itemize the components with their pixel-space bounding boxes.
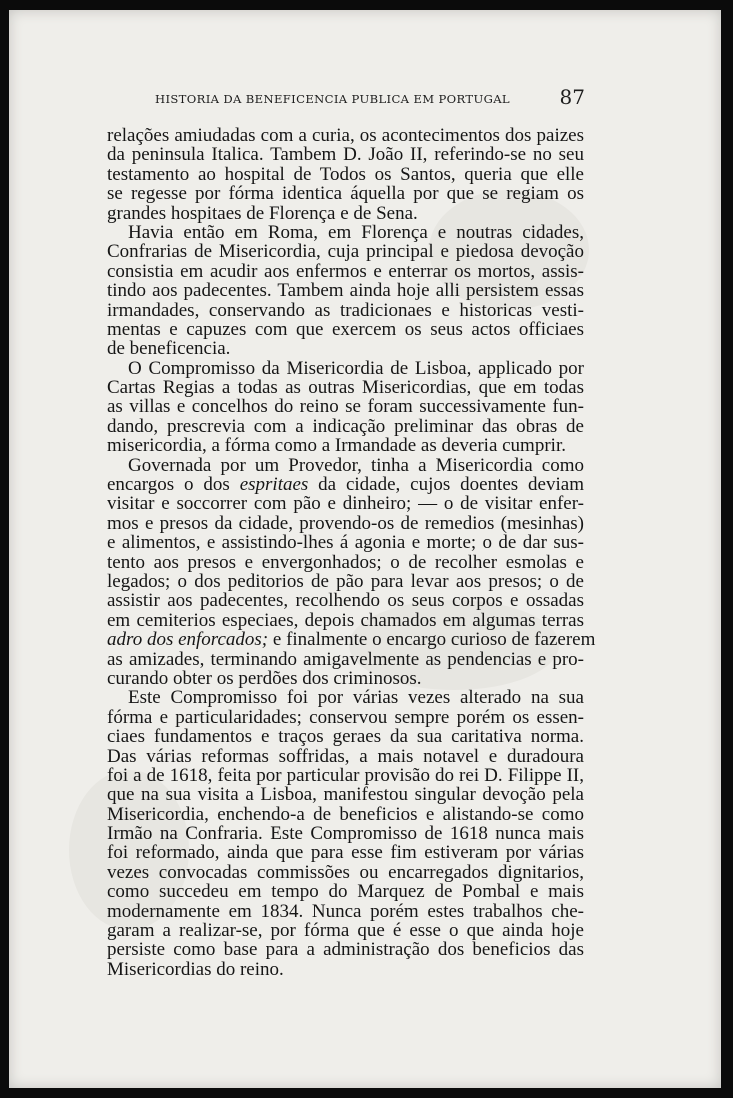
text-line: legados; o dos peditorios de pão para levar aos presos; o de	[107, 570, 584, 592]
text-line	[107, 629, 596, 651]
text-line: Este Compromisso foi por várias vezes alterado na sua	[128, 687, 584, 709]
text-line: persiste como base para a administração dos beneficios das	[107, 939, 584, 961]
text-line: garam a realizar-se, por fórma que é esse o que ainda hoje	[107, 920, 584, 942]
running-title: HISTORIA DA BENEFICENCIA PUBLICA EM PORTUGAL	[155, 92, 510, 106]
text-line: consistia em acudir aos enfermos e enterrar os mortos, assis-	[107, 260, 584, 282]
text-line: se regesse por fórma identica áquella por que se regiam os	[107, 183, 584, 205]
text-line: Confrarias de Misericordia, cuja principal e piedosa devoção	[107, 241, 584, 263]
text-segment: encargos o dos	[107, 474, 240, 496]
text-line: Governada por um Provedor, tinha a Misericordia como	[128, 454, 584, 476]
text-line: foi a de 1618, feita por particular provisão do rei D. Filippe II,	[107, 764, 584, 786]
text-line: que na sua visita a Lisboa, manifestou singular devoção pela	[107, 784, 584, 806]
text-line: dando, prescrevia com a indicação preliminar das obras de	[107, 415, 584, 437]
text-line: fórma e particularidades; conservou sempre porém os essen-	[107, 706, 584, 728]
italic-text-segment: espritaes	[239, 474, 309, 496]
body-text	[107, 125, 596, 980]
text-line: as amizades, terminando amigavelmente as pendencias e pro-	[107, 648, 584, 670]
text-line: O Compromisso da Misericordia de Lisboa, applicado por	[128, 357, 584, 379]
text-line: Cartas Regias a todas as outras Misericordias, que em todas	[107, 377, 584, 399]
text-line: Misericordia, enchendo-a de beneficios e alistando-se como	[107, 803, 584, 825]
text-line: modernamente em 1834. Nunca porém estes trabalhos che-	[107, 900, 584, 922]
text-line: misericordia, a fórma como a Irmandade as deveria cumprir.	[107, 435, 566, 457]
text-line: relações amiudadas com a curia, os acontecimentos dos paizes	[107, 125, 584, 146]
text-segment: e finalmente o encargo curioso de fazerem	[268, 629, 596, 651]
text-line: mos e presos da cidade, provendo-os de remedios (mesinhas)	[107, 512, 584, 534]
text-segment: da cidade, cujos doentes deviam	[308, 474, 584, 496]
text-line	[107, 475, 584, 494]
page-header	[155, 85, 585, 111]
text-line: foi reformado, ainda que para esse fim estiveram por várias	[107, 842, 584, 864]
italic-text-segment: adro dos enforcados;	[107, 629, 269, 651]
text-line: vezes convocadas commissões ou encarregados dignitarios,	[107, 861, 584, 883]
text-line: tindo aos padecentes. Tambem ainda hoje alli persistem essas	[107, 280, 584, 302]
text-line: as villas e concelhos do reino se foram successivamente fun-	[107, 396, 584, 418]
text-line: testamento ao hospital de Todos os Santos, queria que elle	[107, 163, 584, 185]
text-line: como succedeu em tempo do Marquez de Pombal e mais	[107, 881, 584, 903]
text-line: tento aos presos e envergonhados; o de recolher esmolas e	[107, 551, 584, 573]
page-number: 87	[559, 85, 585, 109]
text-line: grandes hospitaes de Florença e de Sena.	[107, 202, 418, 224]
text-line: irmandades, conservando as tradicionaes e historicas vesti-	[107, 299, 584, 321]
text-line: mentas e capuzes com que exercem os seus actos officiaes	[107, 318, 584, 340]
text-line: Misericordias do reino.	[107, 958, 284, 980]
text-line: da peninsula Italica. Tambem D. João II, referindo-se no seu	[107, 144, 584, 166]
text-line: Havia então em Roma, em Florença e noutras cidades,	[128, 221, 584, 243]
text-line: em cemiterios especiaes, depois chamados em algumas terras	[107, 609, 584, 631]
text-line: visitar e soccorrer com pão e dinheiro; — o de visitar enfer-	[107, 493, 584, 515]
text-line: ciaes fundamentos e traços geraes da sua caritativa norma.	[107, 726, 584, 748]
text-line: Irmão na Confraria. Este Compromisso de 1618 nunca mais	[107, 823, 584, 845]
text-line: curando obter os perdões dos criminosos.	[107, 667, 422, 689]
text-line: Das várias reformas soffridas, a mais notavel e duradoura	[107, 745, 584, 767]
text-line: de beneficencia.	[107, 338, 231, 360]
text-line: assistir aos padecentes, recolhendo os seus corpos e ossadas	[107, 590, 584, 612]
text-line: e alimentos, e assistindo-lhes á agonia e morte; o de dar sus-	[107, 532, 584, 554]
